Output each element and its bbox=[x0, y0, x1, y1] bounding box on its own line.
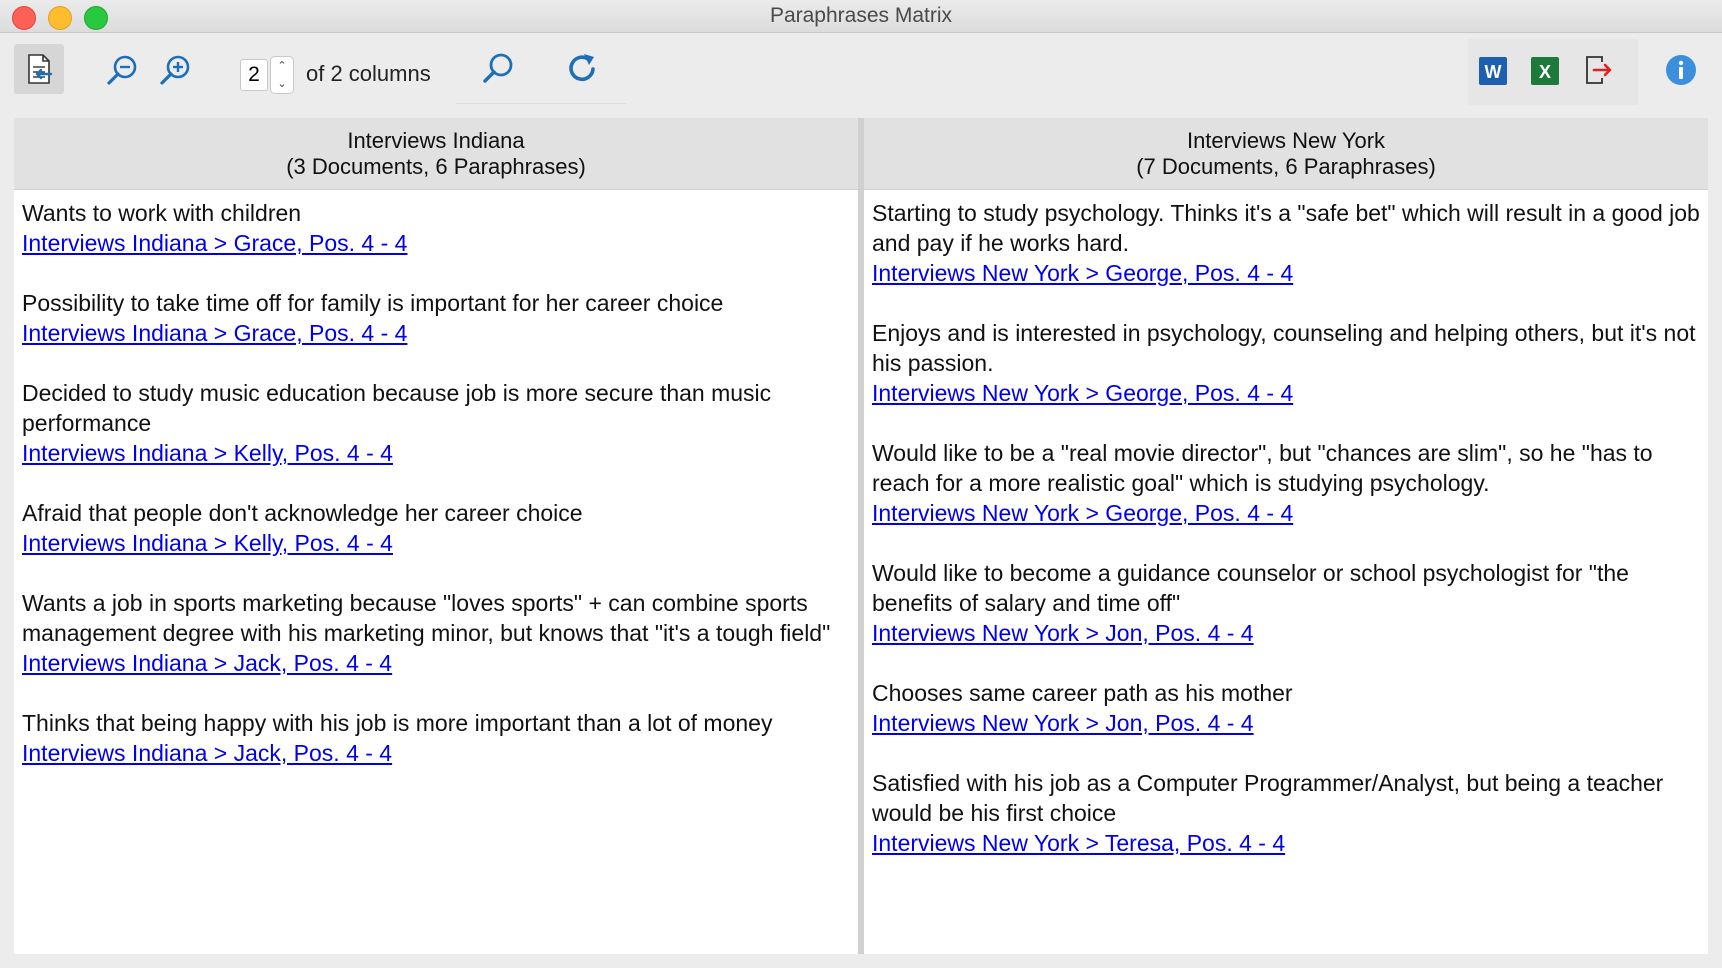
paraphrase-entry bbox=[872, 678, 1700, 738]
column-header bbox=[864, 118, 1708, 190]
zoom-in-button[interactable] bbox=[155, 51, 195, 91]
paraphrase-source-link[interactable]: Interviews New York > George, Pos. 4 - 4 bbox=[872, 500, 1294, 526]
paraphrase-source-link[interactable]: Interviews Indiana > Grace, Pos. 4 - 4 bbox=[22, 230, 408, 256]
paraphrase-entry bbox=[22, 378, 850, 468]
stepper-up-icon[interactable]: ⌃ bbox=[277, 60, 287, 72]
paraphrase-source-link[interactable]: Interviews Indiana > Kelly, Pos. 4 - 4 bbox=[22, 440, 393, 466]
paraphrase-entry bbox=[22, 588, 850, 678]
toolbar bbox=[0, 33, 1722, 117]
paraphrase-text: Chooses same career path as his mother bbox=[872, 680, 1293, 706]
paraphrase-text: Would like to be a "real movie director", but "chances are slim", so he "has to reach for a more realistic goal" which is studying psychology. bbox=[872, 440, 1653, 496]
minimize-window-button[interactable] bbox=[48, 6, 72, 30]
stepper-down-icon[interactable]: ⌄ bbox=[277, 78, 287, 90]
paraphrase-source-link[interactable]: Interviews New York > George, Pos. 4 - 4 bbox=[872, 260, 1294, 286]
columns-count-input[interactable]: 2 bbox=[240, 59, 268, 91]
paraphrase-entry bbox=[872, 318, 1700, 408]
columns-label: of 2 columns bbox=[306, 61, 431, 86]
svg-text:X: X bbox=[1538, 62, 1552, 82]
paraphrase-text: Afraid that people don't acknowledge her career choice bbox=[22, 500, 583, 526]
excel-export-icon bbox=[1531, 57, 1559, 85]
column-title: Interviews Indiana bbox=[347, 128, 525, 153]
column-title: Interviews New York bbox=[1186, 128, 1386, 153]
export-file-button[interactable] bbox=[1582, 53, 1616, 87]
column-body bbox=[14, 190, 858, 768]
paraphrase-source-link[interactable]: Interviews Indiana > Jack, Pos. 4 - 4 bbox=[22, 740, 393, 766]
zoom-window-button[interactable] bbox=[84, 6, 108, 30]
export-word-button[interactable] bbox=[1478, 55, 1508, 87]
paraphrase-source-link[interactable]: Interviews New York > Teresa, Pos. 4 - 4 bbox=[872, 830, 1286, 856]
search-button[interactable] bbox=[478, 49, 518, 89]
export-excel-button[interactable] bbox=[1530, 55, 1560, 87]
paraphrase-entry bbox=[872, 558, 1700, 648]
refresh-button[interactable] bbox=[563, 49, 603, 89]
close-window-button[interactable] bbox=[12, 6, 36, 30]
paraphrase-entry bbox=[22, 498, 850, 558]
import-icon bbox=[24, 53, 54, 85]
column-subtitle: (7 Documents, 6 Paraphrases) bbox=[1136, 154, 1436, 179]
columns-stepper[interactable] bbox=[270, 56, 294, 94]
window-title: Paraphrases Matrix bbox=[769, 4, 953, 27]
zoom-out-button[interactable] bbox=[102, 51, 142, 91]
column-panel-new-york bbox=[864, 118, 1708, 954]
paraphrase-source-link[interactable]: Interviews Indiana > Grace, Pos. 4 - 4 bbox=[22, 320, 408, 346]
paraphrase-entry bbox=[872, 438, 1700, 528]
paraphrase-text: Satisfied with his job as a Computer Programmer/Analyst, but being a teacher would be his first choice bbox=[872, 770, 1664, 826]
paraphrase-entry bbox=[22, 288, 850, 348]
word-export-icon bbox=[1479, 57, 1507, 85]
toolbar-separator bbox=[456, 103, 626, 104]
window-bottom-edge bbox=[0, 954, 1722, 968]
paraphrase-entry bbox=[22, 708, 850, 768]
paraphrase-text: Thinks that being happy with his job is more important than a lot of money bbox=[22, 710, 773, 736]
paraphrase-source-link[interactable]: Interviews New York > Jon, Pos. 4 - 4 bbox=[872, 620, 1254, 646]
column-body bbox=[864, 190, 1708, 858]
zoom-out-icon bbox=[105, 54, 139, 88]
paraphrase-text: Enjoys and is interested in psychology, counseling and helping others, but it's not his passion. bbox=[872, 320, 1696, 376]
paraphrase-entry bbox=[22, 198, 850, 258]
paraphrase-entry bbox=[872, 198, 1700, 288]
column-header bbox=[14, 118, 858, 190]
paraphrase-source-link[interactable]: Interviews Indiana > Jack, Pos. 4 - 4 bbox=[22, 650, 393, 676]
title-bar bbox=[0, 0, 1722, 33]
refresh-icon bbox=[565, 51, 601, 87]
zoom-in-icon bbox=[158, 54, 192, 88]
info-icon bbox=[1665, 54, 1697, 86]
paraphrase-text: Possibility to take time off for family is important for her career choice bbox=[22, 290, 724, 316]
info-button[interactable] bbox=[1664, 53, 1698, 87]
column-subtitle: (3 Documents, 6 Paraphrases) bbox=[286, 154, 586, 179]
paraphrase-text: Wants a job in sports marketing because "loves sports" + can combine sports management degree with his marketing minor, but knows that "it's a tough field" bbox=[22, 590, 831, 646]
import-button[interactable] bbox=[14, 44, 64, 94]
paraphrase-source-link[interactable]: Interviews New York > Jon, Pos. 4 - 4 bbox=[872, 710, 1254, 736]
svg-text:W: W bbox=[1484, 62, 1502, 82]
export-icon bbox=[1584, 54, 1614, 86]
paraphrase-source-link[interactable]: Interviews Indiana > Kelly, Pos. 4 - 4 bbox=[22, 530, 393, 556]
paraphrase-text: Starting to study psychology. Thinks it's a "safe bet" which will result in a good job and pay if he works hard. bbox=[872, 200, 1700, 256]
paraphrase-entry bbox=[872, 768, 1700, 858]
paraphrase-text: Wants to work with children bbox=[22, 200, 302, 226]
column-panel-indiana bbox=[14, 118, 858, 954]
search-icon bbox=[481, 52, 515, 86]
paraphrase-text: Decided to study music education because job is more secure than music performance bbox=[22, 380, 772, 436]
paraphrase-source-link[interactable]: Interviews New York > George, Pos. 4 - 4 bbox=[872, 380, 1294, 406]
paraphrase-text: Would like to become a guidance counselor or school psychologist for "the benefits of salary and time off" bbox=[872, 560, 1629, 616]
